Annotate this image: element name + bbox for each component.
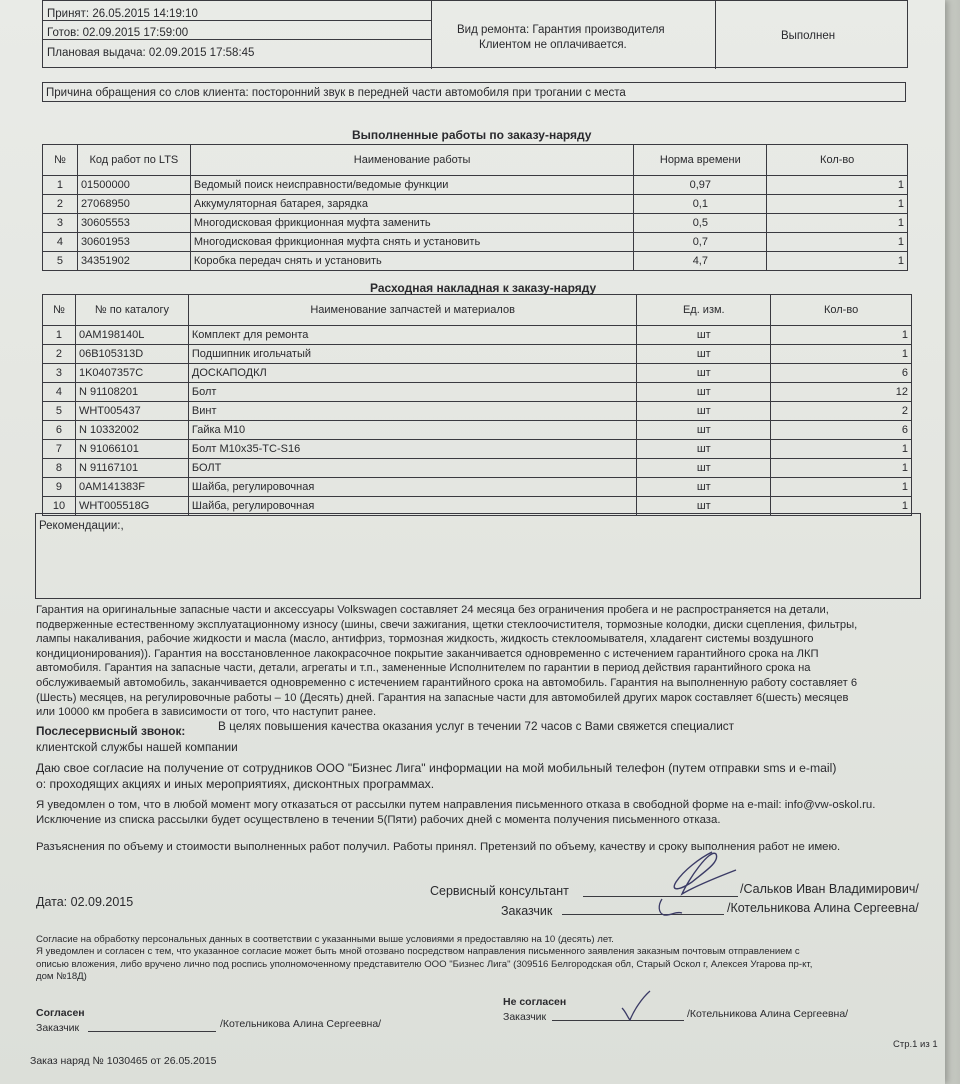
table-row: [43, 176, 908, 195]
footer-order: Заказ наряд № 1030465 от 26.05.2015: [30, 1055, 217, 1067]
table-cell: шт: [637, 345, 771, 364]
table-cell: 27068950: [77, 195, 190, 214]
table-cell: Комплект для ремонта: [188, 326, 636, 345]
table-cell: 3: [43, 364, 76, 383]
table-cell: 1: [771, 440, 912, 459]
explanation-text: Разъяснения по объему и стоимости выполненных работ получил. Работы принял. Претензий по объему, качеству и сроку выполнения работ не имею.: [36, 841, 841, 853]
warranty-lines-line: кондиционирования)). Гарантия на восстановленное лакокрасочное покрытие заканчивается одновременно с истечением гарантийного срока на ЛКП: [36, 647, 819, 660]
table-cell: N 91167101: [75, 459, 188, 478]
disagree-customer-label: Заказчик: [503, 1011, 547, 1023]
agree-name: /Котельникова Алина Сергеевна/: [220, 1018, 382, 1030]
pd-lines-line: Согласие на обработку персональных данных в соответствии с указанными выше условиями я предоставляю на 10 (десять) лет.: [36, 934, 614, 945]
table-cell: 4: [43, 383, 76, 402]
table-cell: шт: [637, 421, 771, 440]
table-cell: 0AM141383F: [75, 478, 188, 497]
table-cell: 5: [43, 402, 76, 421]
table-row: [43, 383, 912, 402]
warranty-lines-line: автомобиля. Гарантия на запасные части, детали, агрегаты и т.п., замененные Исполнителем по гарантии в период действия гарантийного срока на: [36, 662, 811, 675]
table-cell: шт: [637, 459, 771, 478]
pd-lines-line: Я уведомлен и согласен с тем, что указанное согласие может быть мной отозвано посредством направления письменного заявления заказным почтовым отправлением с: [36, 946, 800, 958]
table-cell: N 10332002: [75, 421, 188, 440]
table-cell: 4,7: [634, 252, 767, 271]
repair-type-line1: Вид ремонта: Гарантия производителя: [457, 24, 665, 36]
table-cell: 8: [43, 459, 76, 478]
recommendations-box: [35, 513, 921, 599]
table-cell: шт: [637, 326, 771, 345]
postservice-text1: В целях повышения качества оказания услуг в течении 72 часов с Вами свяжется специалист: [218, 719, 735, 733]
warranty-lines-line: или 10000 км пробега в зависимости от того, что наступит ранее.: [36, 706, 377, 719]
works-header-3: Норма времени: [634, 145, 767, 176]
status-text: Выполнен: [781, 30, 836, 42]
works-title: Выполненные работы по заказу-наряду: [352, 128, 592, 142]
table-cell: 5: [43, 252, 78, 271]
table-cell: Многодисковая фрикционная муфта снять и установить: [190, 233, 634, 252]
table-cell: 2: [43, 345, 76, 364]
postservice-label: Послесервисный звонок:: [36, 724, 186, 738]
table-row: [43, 252, 908, 271]
table-cell: 10: [43, 497, 76, 516]
disagree-label: Не согласен: [503, 996, 567, 1008]
received-date: Принят: 26.05.2015 14:19:10: [47, 8, 198, 20]
warranty-lines-line: (Шесть) месяцев, на регулировочные работы – 10 (Десять) дней. Гарантия на запасные части для автомобилей других марок составляет 6(шесть) месяцев: [36, 691, 849, 704]
pd-lines-line: дом №18Д): [36, 971, 87, 983]
table-row: [43, 421, 912, 440]
table-cell: 2: [771, 402, 912, 421]
table-cell: 4: [43, 233, 78, 252]
table-cell: Шайба, регулировочная: [188, 478, 636, 497]
disagree-check-icon: [616, 988, 656, 1024]
table-cell: 1: [771, 326, 912, 345]
table-row: [43, 459, 912, 478]
table-cell: 1K0407357C: [75, 364, 188, 383]
table-row: [43, 440, 912, 459]
table-cell: 1: [771, 497, 912, 516]
table-cell: 1: [767, 233, 908, 252]
table-cell: WHT005518G: [75, 497, 188, 516]
header-block: [42, 0, 908, 68]
consultant-label: Сервисный консультант: [430, 884, 569, 898]
table-cell: Винт: [188, 402, 636, 421]
ready-date: Готов: 02.09.2015 17:59:00: [47, 27, 189, 39]
warranty-lines-line: обслуживаемый автомобиль, заканчивается одновременно с истечением гарантийного срока на автомобиль. Гарантия на выполненную работу составляет 6: [36, 676, 858, 689]
table-cell: 0,7: [634, 233, 767, 252]
table-cell: 0,5: [634, 214, 767, 233]
table-cell: 01500000: [77, 176, 190, 195]
consent-paragraph: [36, 760, 926, 792]
table-cell: WHT005437: [75, 402, 188, 421]
table-row: [43, 326, 912, 345]
planned-date: Плановая выдача: 02.09.2015 17:58:45: [47, 47, 255, 59]
table-cell: 1: [767, 195, 908, 214]
table-cell: 7: [43, 440, 76, 459]
table-cell: 0,97: [634, 176, 767, 195]
consent-lines-line: Даю свое согласие на получение от сотрудников ООО "Бизнес Лига" информации на мой мобильный телефон (путем отправки sms и e-mail): [36, 761, 837, 775]
table-cell: шт: [637, 383, 771, 402]
table-cell: 6: [771, 421, 912, 440]
recommendations-text: Рекомендации:,: [39, 520, 124, 532]
parts-header-1: № по каталогу: [75, 295, 188, 326]
table-cell: 1: [771, 478, 912, 497]
pd-lines-line: описью вложения, либо вручено лично под роспись уполномоченному представителю ООО "Бизнес Лига" (309516 Белгородская обл, Старый Оскол г, Алексея Угарова пр-кт,: [36, 958, 813, 970]
table-cell: Шайба, регулировочная: [188, 497, 636, 516]
agree-label: Согласен: [36, 1007, 85, 1019]
table-cell: шт: [637, 478, 771, 497]
warranty-lines-line: лампы накаливания, рабочие жидкости и масла (масло, антифриз, тормозная жидкость, жидкость стеклоомывателя, хладагент системы воздушного: [36, 633, 814, 646]
table-cell: шт: [637, 364, 771, 383]
table-cell: 1: [767, 214, 908, 233]
table-cell: 3: [43, 214, 78, 233]
personal-data-paragraph: [36, 934, 926, 984]
table-cell: Болт M10x35-TC-S16: [188, 440, 636, 459]
consent-lines-line: о: проходящих акциях и иных мероприятиях, дисконтных программах.: [36, 777, 435, 791]
dates-cell: [43, 1, 432, 69]
parts-header-4: Кол-во: [771, 295, 912, 326]
warranty-paragraph: [36, 603, 920, 720]
works-header-0: №: [43, 145, 78, 176]
table-row: [43, 345, 912, 364]
table-cell: Многодисковая фрикционная муфта заменить: [190, 214, 634, 233]
postservice-text2: клиентской службы нашей компании: [36, 740, 238, 754]
table-row: [43, 478, 912, 497]
table-cell: 30605553: [77, 214, 190, 233]
table-cell: шт: [637, 440, 771, 459]
table-cell: Ведомый поиск неисправности/ведомые функции: [190, 176, 634, 195]
table-cell: 9: [43, 478, 76, 497]
table-cell: 1: [771, 459, 912, 478]
refuse-lines-line: Исключение из списка рассылки будет осуществлено в течении 5(Пяти) рабочих дней с момента получения письменного отказа.: [36, 814, 721, 826]
table-cell: 06B105313D: [75, 345, 188, 364]
reason-text: Причина обращения со слов клиента: посторонний звук в передней части автомобиля при трогании с места: [46, 87, 626, 99]
parts-header-0: №: [43, 295, 76, 326]
parts-table: [42, 294, 912, 516]
table-cell: шт: [637, 497, 771, 516]
customer-label: Заказчик: [501, 904, 553, 918]
warranty-lines-line: подверженные естественному эксплуатационному износу (шины, свечи зажигания, щетки стеклоочистителя, тормозные колодки, диски сцепления, фильтры,: [36, 618, 858, 631]
repair-type-cell: [431, 1, 716, 69]
table-cell: Гайка M10: [188, 421, 636, 440]
table-cell: Аккумуляторная батарея, зарядка: [190, 195, 634, 214]
disagree-name: /Котельникова Алина Сергеевна/: [687, 1008, 849, 1020]
parts-title: Расходная накладная к заказу-наряду: [370, 281, 597, 295]
table-row: [43, 233, 908, 252]
footer-page: Стр.1 из 1: [893, 1039, 938, 1050]
table-cell: 0AM198140L: [75, 326, 188, 345]
repair-type-line2: Клиентом не оплачивается.: [479, 39, 627, 51]
table-cell: БОЛТ: [188, 459, 636, 478]
table-cell: 2: [43, 195, 78, 214]
table-cell: 1: [767, 176, 908, 195]
table-cell: Коробка передач снять и установить: [190, 252, 634, 271]
table-cell: Подшипник игольчатый: [188, 345, 636, 364]
table-cell: 1: [43, 326, 76, 345]
table-row: [43, 364, 912, 383]
table-cell: шт: [637, 402, 771, 421]
table-row: [43, 402, 912, 421]
table-cell: 30601953: [77, 233, 190, 252]
table-cell: 0,1: [634, 195, 767, 214]
table-row: [43, 214, 908, 233]
table-cell: 6: [771, 364, 912, 383]
table-row: [43, 195, 908, 214]
reason-box: [42, 82, 906, 102]
table-cell: N 91066101: [75, 440, 188, 459]
table-cell: N 91108201: [75, 383, 188, 402]
warranty-lines-line: Гарантия на оригинальные запасные части и аксессуары Volkswagen составляет 24 месяца без ограничения пробега и не распространяется на детали,: [36, 604, 829, 616]
parts-header-3: Ед. изм.: [637, 295, 771, 326]
table-cell: 34351902: [77, 252, 190, 271]
refuse-paragraph: [36, 798, 926, 828]
agree-signature-line: [88, 1031, 216, 1032]
table-cell: 1: [767, 252, 908, 271]
table-cell: Болт: [188, 383, 636, 402]
works-header-2: Наименование работы: [190, 145, 634, 176]
consultant-name: /Сальков Иван Владимирович/: [740, 882, 919, 896]
customer-name: /Котельникова Алина Сергеевна/: [727, 901, 919, 915]
works-table: [42, 144, 908, 271]
agree-customer-label: Заказчик: [36, 1022, 80, 1034]
date-text: Дата: 02.09.2015: [36, 895, 134, 909]
works-header-1: Код работ по LTS: [77, 145, 190, 176]
refuse-lines-line: Я уведомлен о том, что в любой момент могу отказаться от рассылки путем направления письменного отказа в свободной форме на e-mail: info@vw-oskol.ru.: [36, 799, 876, 811]
table-cell: 1: [43, 176, 78, 195]
table-cell: 12: [771, 383, 912, 402]
parts-header-2: Наименование запчастей и материалов: [188, 295, 636, 326]
table-cell: 1: [771, 345, 912, 364]
table-cell: 6: [43, 421, 76, 440]
table-cell: ДОСКАПОДКЛ: [188, 364, 636, 383]
works-header-4: Кол-во: [767, 145, 908, 176]
customer-signature-icon: [652, 895, 692, 920]
